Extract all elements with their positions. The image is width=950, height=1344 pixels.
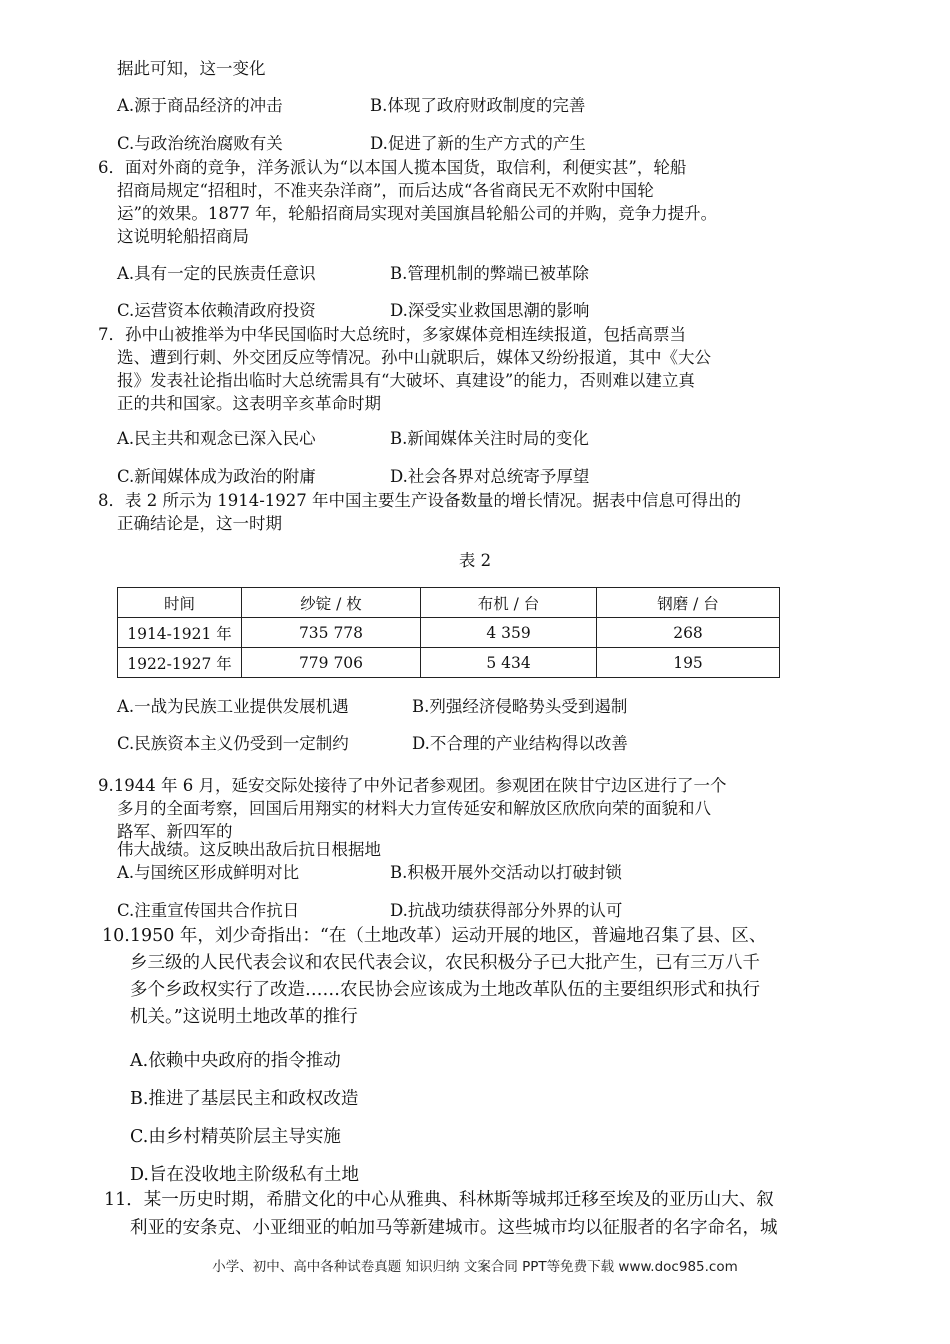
q8-line-1: 8．表 2 所示为 1914-1927 年中国主要生产设备数量的增长情况。据表中信息可得出的	[98, 491, 742, 510]
q6-line-4: 这说明轮船招商局	[117, 227, 249, 246]
q7-option-b: B.新闻媒体关注时局的变化	[390, 429, 589, 448]
q7-line-1: 7．孙中山被推举为中华民国临时大总统时，多家媒体竞相连续报道，包括高票当	[98, 325, 686, 344]
q5-option-d: D.促进了新的生产方式的产生	[370, 134, 586, 153]
q8-option-c: C.民族资本主义仍受到一定制约	[117, 734, 349, 753]
table-cell: 4 359	[421, 618, 597, 648]
q10-option-a: A.依赖中央政府的指令推动	[130, 1051, 341, 1071]
q6-line-3: 运”的效果。1877 年，轮船招商局实现对美国旗昌轮船公司的并购，竞争力提升。	[117, 204, 718, 223]
table-cell: 779 706	[242, 648, 421, 678]
q8-option-b: B.列强经济侵略势头受到遏制	[412, 697, 628, 716]
data-table	[117, 587, 780, 678]
q10-option-c: C.由乡村精英阶层主导实施	[130, 1127, 341, 1147]
table-cell: 5 434	[421, 648, 597, 678]
q8-option-a: A.一战为民族工业提供发展机遇	[117, 697, 349, 716]
table-cell: 1922-1927 年	[118, 648, 242, 678]
q10-line-2: 乡三级的人民代表会议和农民代表会议，农民积极分子已大批产生，已有三万八千	[130, 953, 760, 973]
table-cell: 735 778	[242, 618, 421, 648]
q10-line-4: 机关。”这说明土地改革的推行	[130, 1007, 358, 1027]
q5-option-a: A.源于商品经济的冲击	[117, 96, 283, 115]
table-header-cell: 纱锭 / 枚	[242, 588, 421, 618]
q7-option-a: A.民主共和观念已深入民心	[117, 429, 316, 448]
table-header-cell: 钢磨 / 台	[597, 588, 780, 618]
table-row	[118, 648, 780, 678]
q5-option-b: B.体现了政府财政制度的完善	[370, 96, 586, 115]
q9-option-b: B.积极开展外交活动以打破封锁	[390, 863, 622, 882]
table-cell: 268	[597, 618, 780, 648]
q7-line-2: 选、遭到行刺、外交团反应等情况。孙中山就职后，媒体又纷纷报道，其中《大公	[117, 348, 711, 367]
q10-line-3: 多个乡政权实行了改造……农民协会应该成为土地改革队伍的主要组织形式和执行	[130, 980, 760, 1000]
q5-stem: 据此可知，这一变化	[117, 59, 266, 78]
table-row	[118, 618, 780, 648]
q7-option-c: C.新闻媒体成为政治的附庸	[117, 467, 316, 486]
q8-line-2: 正确结论是，这一时期	[117, 514, 282, 533]
table-header-row	[118, 588, 780, 618]
q11-line-1: 11．某一历史时期，希腊文化的中心从雅典、科林斯等城邦迁移至埃及的亚历山大、叙	[104, 1190, 774, 1210]
q6-option-a: A.具有一定的民族责任意识	[117, 264, 316, 283]
q7-line-3: 报》发表社论指出临时大总统需具有“大破坏、真建设”的能力，否则难以建立真	[117, 371, 695, 390]
q6-line-1: 6．面对外商的竞争，洋务派认为“以本国人揽本国货，取信利，利便实甚”，轮船	[98, 158, 687, 177]
q9-line-4: 伟大战绩。这反映出敌后抗日根据地	[117, 840, 381, 859]
q9-option-c: C.注重宣传国共合作抗日	[117, 901, 300, 920]
table-header-cell: 布机 / 台	[421, 588, 597, 618]
q7-option-d: D.社会各界对总统寄予厚望	[390, 467, 590, 486]
q7-line-4: 正的共和国家。这表明辛亥革命时期	[117, 394, 381, 413]
q9-option-a: A.与国统区形成鲜明对比	[117, 863, 300, 882]
q6-option-c: C.运营资本依赖清政府投资	[117, 301, 316, 320]
table-cell: 1914-1921 年	[118, 618, 242, 648]
footer-banner: 小学、初中、高中各种试卷真题 知识归纳 文案合同 PPT等免费下载 www.doc985.com	[212, 1259, 738, 1275]
q9-line-3: 路军、新四军的	[117, 822, 233, 841]
table-header-cell: 时间	[118, 588, 242, 618]
q10-option-b: B.推进了基层民主和政权改造	[130, 1089, 359, 1109]
q11-line-2: 利亚的安条克、小亚细亚的帕加马等新建城市。这些城市均以征服者的名字命名，城	[130, 1218, 778, 1238]
q8-option-d: D.不合理的产业结构得以改善	[412, 734, 628, 753]
table-cell: 195	[597, 648, 780, 678]
q9-line-2: 多月的全面考察，回国后用翔实的材料大力宣传延安和解放区欣欣向荣的面貌和八	[117, 799, 711, 818]
q9-line-1: 9.1944 年 6 月，延安交际处接待了中外记者参观团。参观团在陕甘宁边区进行了一个	[98, 776, 727, 795]
table-caption: 表 2	[458, 551, 492, 570]
q10-line-1: 10.1950 年，刘少奇指出：“在（土地改革）运动开展的地区，普遍地召集了县、区、	[102, 926, 767, 946]
q6-option-d: D.深受实业救国思潮的影响	[390, 301, 590, 320]
q5-option-c: C.与政治统治腐败有关	[117, 134, 283, 153]
q10-option-d: D.旨在没收地主阶级私有土地	[130, 1165, 359, 1185]
q6-option-b: B.管理机制的弊端已被革除	[390, 264, 589, 283]
q9-option-d: D.抗战功绩获得部分外界的认可	[390, 901, 623, 920]
q6-line-2: 招商局规定“招租时，不准夹杂洋商”，而后达成“各省商民无不欢附中国轮	[117, 181, 654, 200]
